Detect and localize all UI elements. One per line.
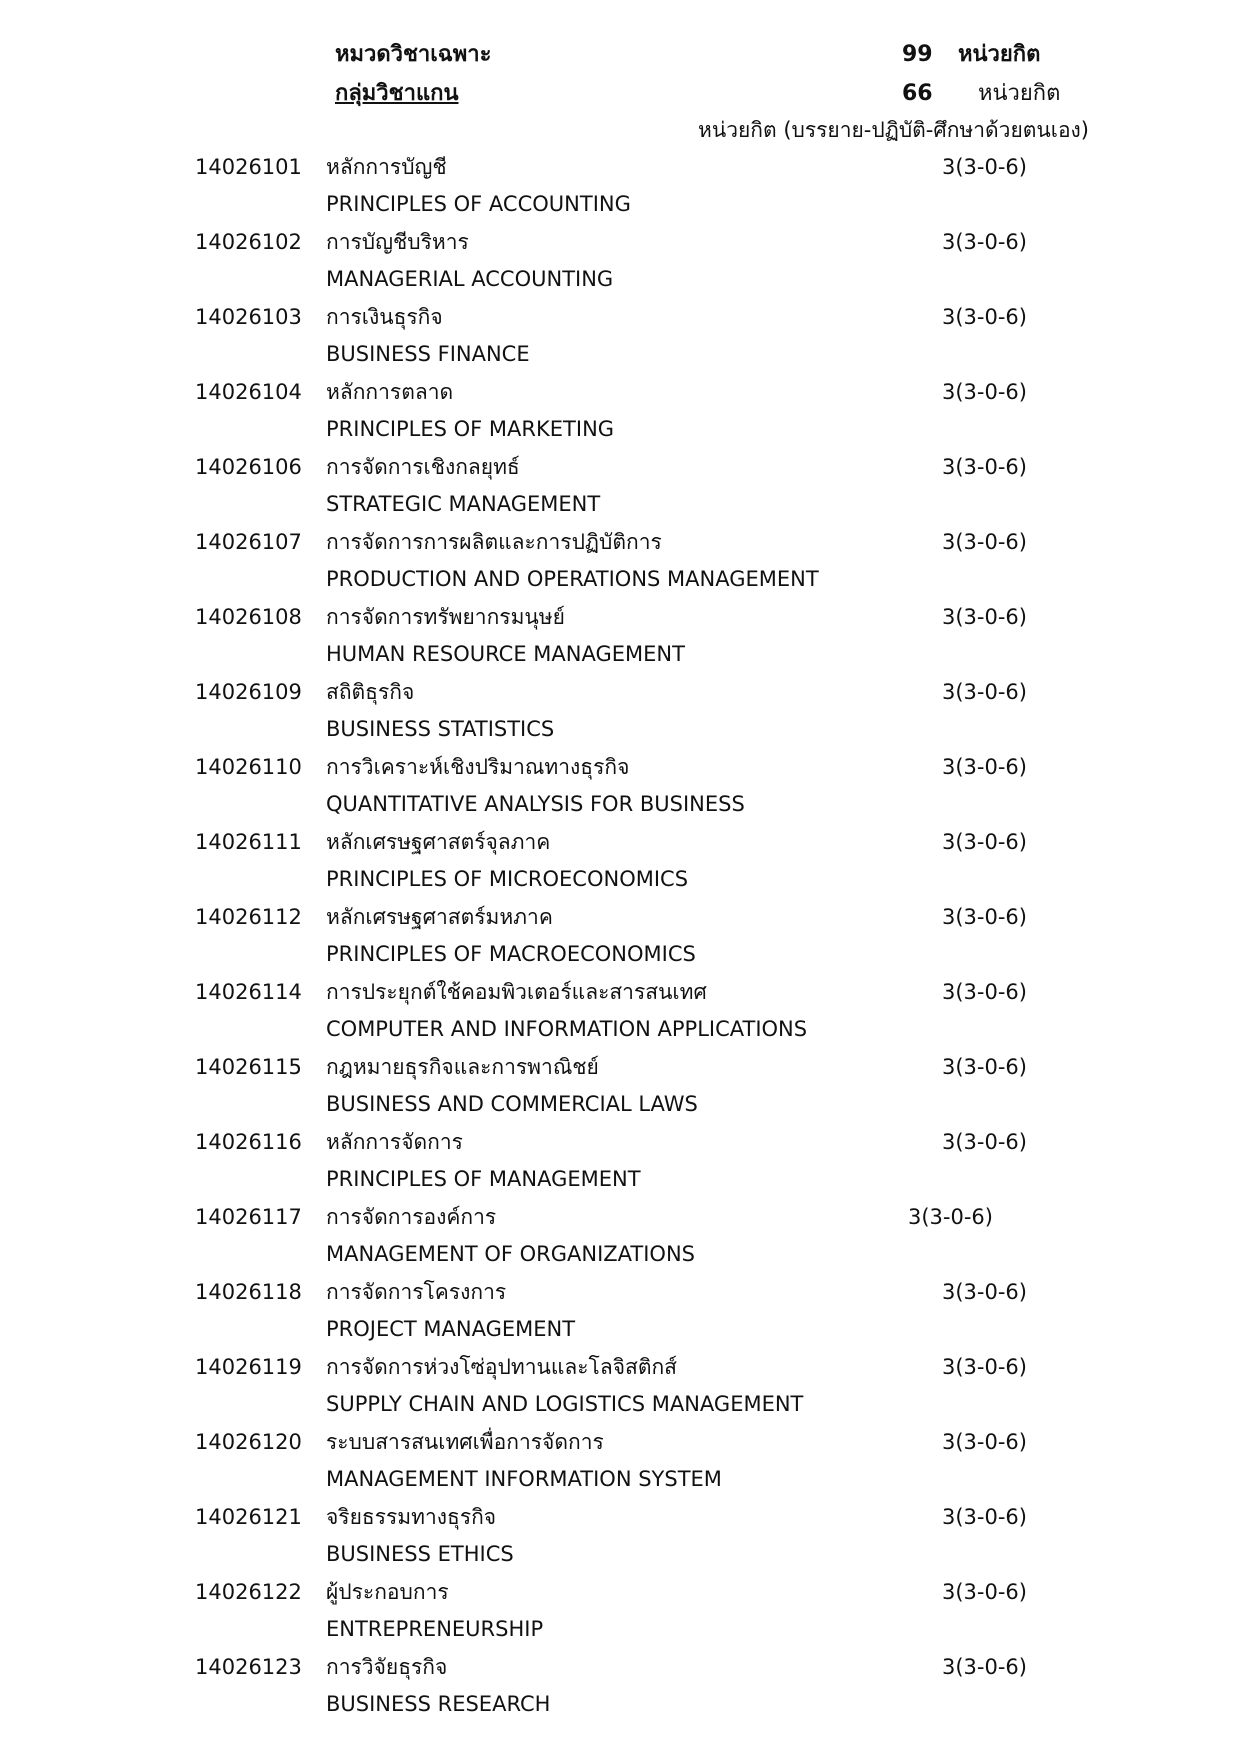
- course-row: [0, 228, 1239, 303]
- course-name-english: PRINCIPLES OF MACROECONOMICS: [326, 942, 696, 966]
- course-name-english: BUSINESS STATISTICS: [326, 717, 555, 741]
- course-name-english: ENTREPRENEURSHIP: [326, 1617, 544, 1641]
- course-code: 14026119: [195, 1355, 302, 1379]
- course-code: 14026111: [195, 830, 302, 854]
- course-name-english: MANAGEMENT INFORMATION SYSTEM: [326, 1467, 722, 1491]
- course-credits: 3(3-0-6): [942, 155, 1027, 179]
- course-name-english: BUSINESS AND COMMERCIAL LAWS: [326, 1092, 698, 1116]
- group-credits: 66: [902, 81, 933, 106]
- course-row: [0, 303, 1239, 378]
- course-name-thai: หลักเศรษฐศาสตร์มหภาค: [326, 905, 553, 929]
- course-credits: 3(3-0-6): [942, 1055, 1027, 1079]
- course-credits: 3(3-0-6): [942, 380, 1027, 404]
- course-name-thai: ผู้ประกอบการ: [326, 1580, 449, 1604]
- course-row: [0, 1128, 1239, 1203]
- course-name-english: PRINCIPLES OF MANAGEMENT: [326, 1167, 641, 1191]
- course-name-thai: การจัดการเชิงกลยุทธ์: [326, 455, 520, 479]
- course-row: [0, 378, 1239, 453]
- course-credits: 3(3-0-6): [942, 1280, 1027, 1304]
- course-name-thai: การเงินธุรกิจ: [326, 305, 443, 329]
- course-credits: 3(3-0-6): [942, 305, 1027, 329]
- course-row: [0, 453, 1239, 528]
- course-code: 14026117: [195, 1205, 302, 1229]
- course-credits: 3(3-0-6): [942, 680, 1027, 704]
- group-unit: หน่วยกิต: [978, 81, 1061, 106]
- course-code: 14026114: [195, 980, 302, 1004]
- course-code: 14026108: [195, 605, 302, 629]
- course-code: 14026102: [195, 230, 302, 254]
- course-code: 14026101: [195, 155, 302, 179]
- course-credits: 3(3-0-6): [942, 1505, 1027, 1529]
- course-name-thai: การจัดการองค์การ: [326, 1205, 497, 1229]
- course-row: [0, 1578, 1239, 1653]
- course-code: 14026116: [195, 1130, 302, 1154]
- course-name-english: PRINCIPLES OF MICROECONOMICS: [326, 867, 689, 891]
- course-credits: 3(3-0-6): [942, 1130, 1027, 1154]
- course-name-thai: การจัดการห่วงโซ่อุปทานและโลจิสติกส์: [326, 1355, 677, 1379]
- course-name-english: PRODUCTION AND OPERATIONS MANAGEMENT: [326, 567, 819, 591]
- course-row: [0, 528, 1239, 603]
- course-name-thai: หลักเศรษฐศาสตร์จุลภาค: [326, 830, 551, 854]
- course-code: 14026112: [195, 905, 302, 929]
- course-code: 14026109: [195, 680, 302, 704]
- course-credits: 3(3-0-6): [942, 980, 1027, 1004]
- course-credits: 3(3-0-6): [942, 455, 1027, 479]
- course-row: [0, 828, 1239, 903]
- course-credits: 3(3-0-6): [942, 230, 1027, 254]
- course-name-thai: ระบบสารสนเทศเพื่อการจัดการ: [326, 1430, 604, 1454]
- course-name-thai: จริยธรรมทางธุรกิจ: [326, 1505, 497, 1529]
- course-name-english: SUPPLY CHAIN AND LOGISTICS MANAGEMENT: [326, 1392, 804, 1416]
- course-name-thai: หลักการจัดการ: [326, 1130, 463, 1154]
- course-code: 14026118: [195, 1280, 302, 1304]
- course-name-english: QUANTITATIVE ANALYSIS FOR BUSINESS: [326, 792, 745, 816]
- course-name-thai: การบัญชีบริหาร: [326, 230, 469, 254]
- course-row: [0, 753, 1239, 828]
- course-row: [0, 1203, 1239, 1278]
- course-row: [0, 678, 1239, 753]
- course-row: [0, 1653, 1239, 1728]
- course-name-english: BUSINESS FINANCE: [326, 342, 530, 366]
- course-code: 14026103: [195, 305, 302, 329]
- course-name-english: STRATEGIC MANAGEMENT: [326, 492, 601, 516]
- course-name-thai: กฎหมายธุรกิจและการพาณิชย์: [326, 1055, 599, 1079]
- course-code: 14026104: [195, 380, 302, 404]
- course-name-english: HUMAN RESOURCE MANAGEMENT: [326, 642, 685, 666]
- course-row: [0, 153, 1239, 228]
- category-unit: หน่วยกิต: [958, 42, 1041, 67]
- course-name-english: BUSINESS ETHICS: [326, 1542, 514, 1566]
- course-code: 14026120: [195, 1430, 302, 1454]
- course-name-english: COMPUTER AND INFORMATION APPLICATIONS: [326, 1017, 808, 1041]
- course-name-thai: การวิจัยธุรกิจ: [326, 1655, 448, 1679]
- course-name-english: MANAGEMENT OF ORGANIZATIONS: [326, 1242, 695, 1266]
- course-row: [0, 1503, 1239, 1578]
- course-credits: 3(3-0-6): [942, 1580, 1027, 1604]
- credit-legend: หน่วยกิต (บรรยาย-ปฏิบัติ-ศึกษาด้วยตนเอง): [698, 118, 1090, 142]
- course-credits: 3(3-0-6): [942, 905, 1027, 929]
- course-row: [0, 1053, 1239, 1128]
- course-code: 14026115: [195, 1055, 302, 1079]
- course-name-thai: หลักการบัญชี: [326, 155, 447, 179]
- course-credits: 3(3-0-6): [942, 1430, 1027, 1454]
- course-name-english: PRINCIPLES OF ACCOUNTING: [326, 192, 631, 216]
- course-row: [0, 1278, 1239, 1353]
- course-name-thai: การจัดการการผลิตและการปฏิบัติการ: [326, 530, 662, 554]
- course-code: 14026106: [195, 455, 302, 479]
- course-credits: 3(3-0-6): [908, 1205, 993, 1229]
- course-row: [0, 978, 1239, 1053]
- course-code: 14026121: [195, 1505, 302, 1529]
- course-credits: 3(3-0-6): [942, 605, 1027, 629]
- course-row: [0, 1353, 1239, 1428]
- course-name-thai: สถิติธุรกิจ: [326, 680, 415, 704]
- category-credits: 99: [902, 42, 933, 67]
- course-name-thai: หลักการตลาด: [326, 380, 454, 404]
- course-code: 14026107: [195, 530, 302, 554]
- course-name-thai: การจัดการทรัพยากรมนุษย์: [326, 605, 565, 629]
- course-code: 14026123: [195, 1655, 302, 1679]
- course-list: [0, 153, 1239, 1728]
- course-name-english: BUSINESS RESEARCH: [326, 1692, 551, 1716]
- course-credits: 3(3-0-6): [942, 1355, 1027, 1379]
- course-row: [0, 1428, 1239, 1503]
- course-name-english: PRINCIPLES OF MARKETING: [326, 417, 615, 441]
- course-name-thai: การประยุกต์ใช้คอมพิวเตอร์และสารสนเทศ: [326, 980, 707, 1004]
- course-row: [0, 903, 1239, 978]
- course-credits: 3(3-0-6): [942, 530, 1027, 554]
- course-credits: 3(3-0-6): [942, 1655, 1027, 1679]
- category-title: หมวดวิชาเฉพาะ: [335, 42, 492, 67]
- course-credits: 3(3-0-6): [942, 755, 1027, 779]
- group-title: กลุ่มวิชาแกน: [335, 81, 459, 106]
- course-name-thai: การวิเคราะห์เชิงปริมาณทางธุรกิจ: [326, 755, 630, 779]
- course-name-english: MANAGERIAL ACCOUNTING: [326, 267, 614, 291]
- course-name-english: PROJECT MANAGEMENT: [326, 1317, 576, 1341]
- course-code: 14026110: [195, 755, 302, 779]
- course-name-thai: การจัดการโครงการ: [326, 1280, 507, 1304]
- course-row: [0, 603, 1239, 678]
- course-credits: 3(3-0-6): [942, 830, 1027, 854]
- course-code: 14026122: [195, 1580, 302, 1604]
